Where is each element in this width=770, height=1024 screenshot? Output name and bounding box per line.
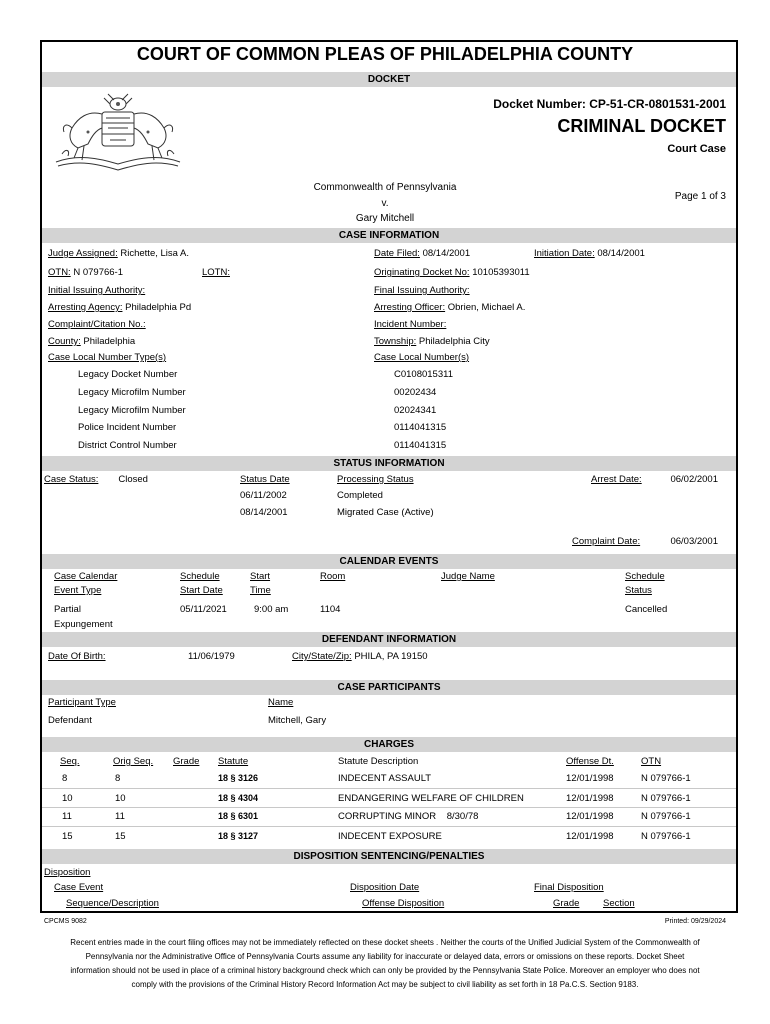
calendar-event-type: Expungement	[54, 619, 113, 630]
status-row-status: Migrated Case (Active)	[337, 507, 434, 518]
judge-assigned	[48, 248, 189, 259]
disposition-band: DISPOSITION SENTENCING/PENALTIES	[42, 849, 736, 864]
local-number-type: Legacy Docket Number	[78, 369, 178, 380]
docket-band: DOCKET	[42, 72, 736, 87]
status-row-date: 08/14/2001	[240, 507, 288, 518]
charge-statute: 18 § 3126	[218, 773, 259, 783]
county	[48, 336, 135, 347]
otn-label: OTN:	[48, 267, 71, 278]
csz-label: City/State/Zip:	[292, 651, 352, 662]
participant-name-label: Name	[268, 697, 294, 708]
local-number-value: 02024341	[394, 405, 437, 416]
charge-description: ENDANGERING WELFARE OF CHILDREN	[338, 793, 524, 804]
processing-status-label: Processing Status	[337, 474, 414, 485]
disclaimer: Recent entries made in the court filing offices may not be immediately reflected on these docket sheets . Neither the courts of the Unified Judicial System of the Commonwealth of Pennsylvania nor the Administrative Office of Pennsylvania Courts assume any liability for inaccurate or delayed data, errors or omissions on these reports. Docket Sheet information should not be used in place of a criminal history background check which can only be provided by the Pennsylvania State Police. Moreover an employer who does not comply with the provisions of the Criminal History Record Information Act may be subject to civil liability as set forth in 18 Pa.C.S. Section 9183.	[70, 938, 700, 989]
calendar-start-time: 9:00 am	[254, 604, 289, 615]
court-title: COURT OF COMMON PLEAS OF PHILADELPHIA COUNTY	[136, 44, 634, 64]
charge-orig-seq: 15	[115, 831, 126, 842]
local-number-value: C0108015311	[394, 369, 453, 380]
otn-value: N 079766-1	[73, 267, 123, 278]
charge-statute: 18 § 3127	[218, 831, 259, 841]
charge-description: CORRUPTING MINOR 8/30/78	[338, 811, 479, 822]
judge-value: Richette, Lisa A.	[120, 248, 190, 259]
charge-orig-seq: 8	[115, 773, 121, 784]
seq-desc-label: Sequence/Description	[66, 898, 159, 909]
final-disp-label: Final Disposition	[534, 882, 604, 893]
calendar-room: 1104	[320, 604, 341, 615]
charges-col-statute: Statute	[218, 756, 249, 767]
calendar-col-start-date: Start Date	[180, 585, 223, 596]
calendar-col-start-date: Schedule	[180, 571, 220, 582]
initiation-date	[534, 248, 645, 259]
charge-seq: 10	[62, 793, 73, 804]
local-number-type: Legacy Microfilm Number	[78, 387, 186, 398]
charge-otn: N 079766-1	[641, 811, 691, 822]
city-state-zip	[292, 651, 428, 662]
arresting-officer-label: Arresting Officer:	[374, 302, 446, 313]
township-label: Township:	[374, 336, 417, 347]
arresting-officer-value: Obrien, Michael A.	[447, 302, 526, 313]
participant-type-value: Defendant	[48, 715, 92, 726]
calendar-start-date: 05/11/2021	[180, 604, 227, 615]
local-types-label: Case Local Number Type(s)	[48, 352, 167, 363]
local-number-type: Legacy Microfilm Number	[78, 405, 186, 416]
participant-name-value: Mitchell, Gary	[268, 715, 327, 726]
docket-type: CRIMINAL DOCKET	[557, 116, 726, 136]
charges-col-seq: Seq.	[60, 756, 80, 767]
offense-disp-label: Offense Disposition	[362, 898, 445, 909]
originating-docket	[374, 267, 530, 278]
participant-type-label: Participant Type	[48, 697, 116, 708]
county-value: Philadelphia	[83, 336, 136, 347]
case-information-band: CASE INFORMATION	[42, 228, 736, 243]
row-divider	[42, 807, 736, 808]
arrest-date-label: Arrest Date:	[591, 474, 642, 485]
row-divider	[42, 826, 736, 827]
printed-date: Printed: 09/29/2024	[664, 918, 726, 925]
page-indicator: Page 1 of 3	[674, 191, 726, 202]
arresting-agency-value: Philadelphia Pd	[125, 302, 192, 313]
charge-offense-date: 12/01/1998	[566, 793, 614, 804]
charge-seq: 11	[62, 811, 72, 822]
calendar-col-start-time: Time	[250, 585, 271, 596]
arresting-agency	[48, 302, 191, 313]
charge-offense-date: 12/01/1998	[566, 773, 614, 784]
calendar-col-room: Room	[320, 571, 346, 582]
form-id: CPCMS 9082	[44, 918, 87, 925]
calendar-col-event-type: Case Calendar	[54, 571, 118, 582]
docket-number: Docket Number: CP-51-CR-0801531-2001	[493, 97, 726, 111]
csz-value: PHILA, PA 19150	[354, 651, 428, 662]
otn	[48, 267, 123, 278]
status-information-band: STATUS INFORMATION	[42, 456, 736, 471]
charge-offense-date: 12/01/1998	[566, 811, 614, 822]
charge-otn: N 079766-1	[641, 831, 691, 842]
charges-col-offense-date: Offense Dt.	[566, 756, 614, 767]
local-number-value: 00202434	[394, 387, 437, 398]
incident-label: Incident Number:	[374, 319, 447, 330]
case-status-label: Case Status:	[44, 474, 99, 485]
section-label: Section	[603, 898, 635, 909]
date-filed	[374, 248, 470, 259]
charge-orig-seq: 10	[115, 793, 126, 804]
charges-band: CHARGES	[42, 737, 736, 752]
complaint-date-value: 06/03/2001	[670, 536, 718, 547]
initiation-value: 08/14/2001	[597, 248, 645, 259]
case-event-label: Case Event	[54, 882, 104, 893]
charge-description: INDECENT ASSAULT	[338, 773, 432, 784]
caption-line-1: Commonwealth of Pennsylvania	[313, 182, 457, 193]
dob-label: Date Of Birth:	[48, 651, 106, 662]
calendar-event-type: Partial	[54, 604, 81, 615]
arresting-agency-label: Arresting Agency:	[48, 302, 123, 313]
charge-offense-date: 12/01/1998	[566, 831, 614, 842]
charge-seq: 8	[62, 773, 68, 784]
local-numbers-label: Case Local Number(s)	[374, 352, 470, 363]
calendar-col-judge: Judge Name	[441, 571, 495, 582]
charges-col-grade: Grade	[173, 756, 200, 767]
lotn-label: LOTN:	[202, 267, 230, 278]
date-filed-label: Date Filed:	[374, 248, 420, 259]
caption-line-2: v.	[381, 198, 389, 209]
disposition-label: Disposition	[44, 867, 91, 878]
case-kind: Court Case	[667, 143, 726, 155]
township	[374, 336, 490, 347]
local-number-value: 0114041315	[394, 440, 447, 451]
case-participants-band: CASE PARTICIPANTS	[42, 680, 736, 695]
initiation-label: Initiation Date:	[534, 248, 595, 259]
arresting-officer	[374, 302, 525, 313]
dob-value: 11/06/1979	[188, 651, 235, 662]
charge-otn: N 079766-1	[641, 793, 691, 804]
calendar-col-status: Status	[625, 585, 652, 596]
calendar-col-start-time: Start	[250, 571, 271, 582]
calendar-col-status: Schedule	[625, 571, 665, 582]
grade-label: Grade	[553, 898, 580, 909]
case-status-value: Closed	[118, 474, 148, 485]
charge-statute: 18 § 6301	[218, 811, 259, 821]
charges-col-orig-seq: Orig Seq.	[113, 756, 154, 767]
calendar-col-event-type: Event Type	[54, 585, 102, 596]
complaint-label: Complaint/Citation No.:	[48, 319, 146, 330]
pennsylvania-seal	[48, 92, 188, 174]
charge-orig-seq: 11	[115, 811, 125, 822]
calendar-events-band: CALENDAR EVENTS	[42, 554, 736, 569]
judge-label: Judge Assigned:	[48, 248, 118, 259]
township-value: Philadelphia City	[418, 336, 490, 347]
initial-issuing-label: Initial Issuing Authority:	[48, 285, 146, 296]
charges-col-description: Statute Description	[338, 756, 419, 767]
complaint-date-label: Complaint Date:	[572, 536, 641, 547]
charges-col-otn: OTN	[641, 756, 662, 767]
caption-line-3: Gary Mitchell	[355, 213, 415, 224]
orig-docket-label: Originating Docket No:	[374, 267, 470, 278]
date-filed-value: 08/14/2001	[422, 248, 471, 259]
charge-description: INDECENT EXPOSURE	[338, 831, 442, 842]
local-number-type: District Control Number	[78, 440, 177, 451]
status-date-label: Status Date	[240, 474, 290, 485]
case-status	[44, 474, 148, 485]
final-issuing-label: Final Issuing Authority:	[374, 285, 470, 296]
local-number-value: 0114041315	[394, 422, 447, 433]
charge-seq: 15	[62, 831, 73, 842]
row-divider	[42, 788, 736, 789]
disp-date-label: Disposition Date	[350, 882, 420, 893]
orig-docket-value: 10105393011	[472, 267, 530, 278]
local-number-type: Police Incident Number	[78, 422, 177, 433]
status-row-status: Completed	[337, 490, 383, 501]
county-label: County:	[48, 336, 81, 347]
charge-statute: 18 § 4304	[218, 793, 259, 803]
charge-otn: N 079766-1	[641, 773, 691, 784]
defendant-information-band: DEFENDANT INFORMATION	[42, 632, 736, 647]
arrest-date-value: 06/02/2001	[670, 474, 718, 485]
status-row-date: 06/11/2002	[240, 490, 287, 501]
calendar-status: Cancelled	[625, 604, 668, 615]
